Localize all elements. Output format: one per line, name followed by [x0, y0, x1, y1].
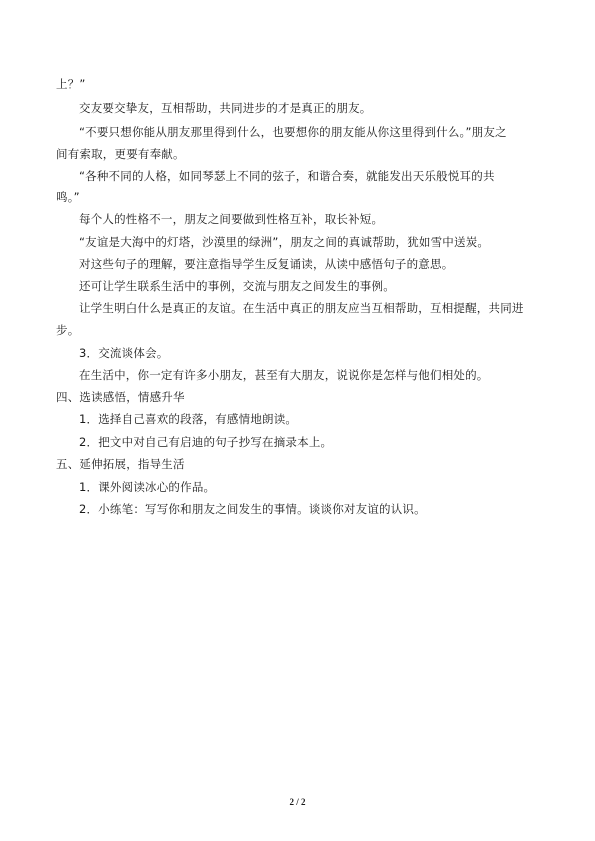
page-number: 2 / 2: [289, 797, 306, 807]
text-line-in-life: 在生活中，你一定有许多小朋友，甚至有大朋友，说说你是怎样与他们相处的。: [79, 368, 489, 382]
text-line-continuation: 上？”: [56, 77, 86, 91]
text-line-quote-give-take: “不要只想你能从朋友那里得到什么，也要想你的朋友能从你这里得到什么。”朋友之: [79, 125, 507, 139]
text-line-character-complement: 每个人的性格不一，朋友之间要做到性格互补，取长补短。: [79, 212, 384, 226]
list-item-extra-reading: 1．课外阅读冰心的作品。: [79, 480, 216, 494]
text-line-understanding: 对这些句子的理解，要注意指导学生反复诵读，从读中感悟句子的意思。: [79, 257, 454, 271]
list-item-read-aloud: 1．选择自己喜欢的段落，有感情地朗读。: [79, 412, 298, 426]
text-line-examples: 还可让学生联系生活中的事例，交流与朋友之间发生的事例。: [79, 279, 395, 293]
text-line-quote-give-take-end: 间有索取，更要有奉献。: [56, 147, 185, 161]
list-item-copy-sentences: 2．把文中对自己有启迪的句子抄写在摘录本上。: [79, 435, 333, 449]
text-line-real-friendship-end: 步。: [56, 323, 80, 337]
list-item-writing-practice: 2．小练笔：写写你和朋友之间发生的事情。谈谈你对友谊的认识。: [79, 502, 426, 516]
text-line-real-friendship: 让学生明白什么是真正的友谊。在生活中真正的朋友应当互相帮助，互相提醒，共同进: [79, 301, 524, 315]
section-heading-four: 四、选读感悟，情感升华: [56, 390, 185, 404]
text-line-quote-personality: “各种不同的人格，如同琴瑟上不同的弦子，和谐合奏，就能发出天乐般悦耳的共: [79, 169, 495, 183]
text-line-quote-lighthouse: “友谊是大海中的灯塔，沙漠里的绿洲”，朋友之间的真诚帮助，犹如雪中送炭。: [79, 235, 490, 249]
list-item-share-experience: 3．交流谈体会。: [79, 346, 169, 360]
text-line-quote-personality-end: 鸣。”: [56, 190, 80, 204]
text-line-true-friend: 交友要交挚友，互相帮助，共同进步的才是真正的朋友。: [79, 101, 372, 115]
section-heading-five: 五、延伸拓展，指导生活: [56, 457, 185, 471]
